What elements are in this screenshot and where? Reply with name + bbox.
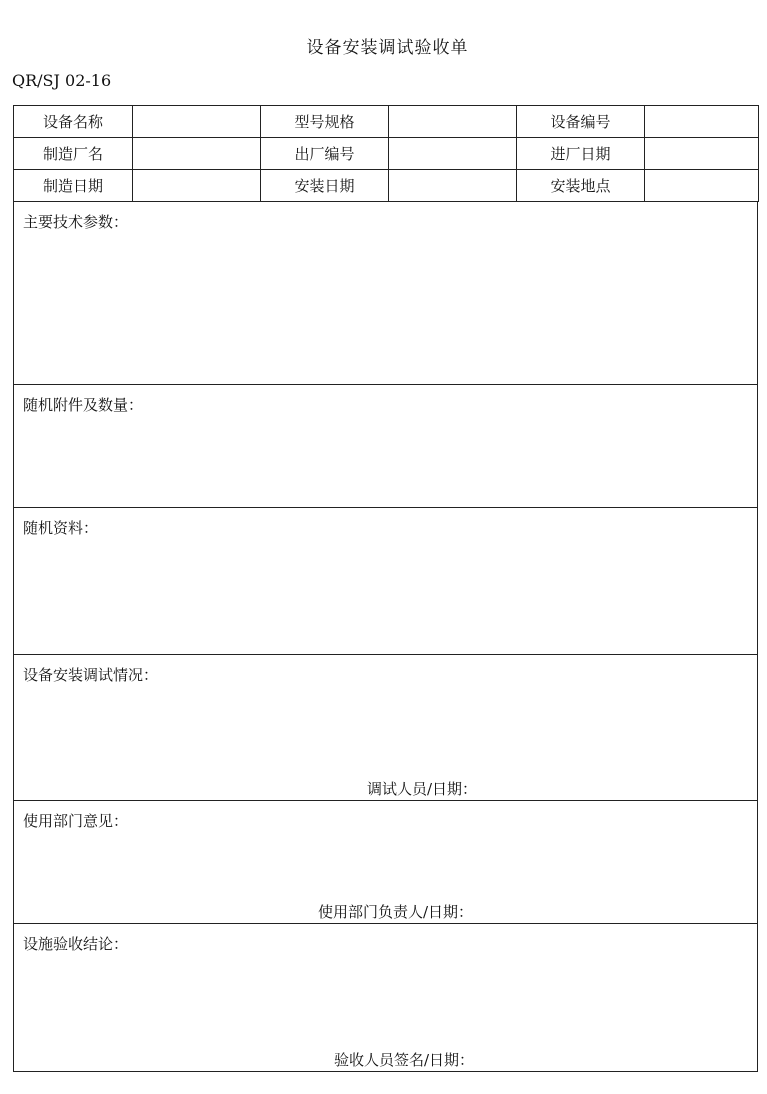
model-spec-field[interactable] (389, 106, 517, 138)
model-spec-label: 型号规格 (261, 106, 389, 138)
manufacturer-label: 制造厂名 (14, 138, 133, 170)
equipment-number-field[interactable] (645, 106, 759, 138)
arrival-date-label: 进厂日期 (517, 138, 645, 170)
equipment-info-table (13, 105, 759, 202)
signature-date-label: 验收人员签名/日期： (334, 1051, 475, 1069)
signature-date-label: 调试人员/日期： (367, 780, 478, 798)
serial-number-field[interactable] (389, 138, 517, 170)
document-code: QR/SJ 02-16 (12, 71, 112, 90)
acceptance-conclusion-section[interactable] (13, 924, 758, 1072)
table-row (14, 138, 759, 170)
section-label: 随机资料： (23, 519, 99, 537)
install-location-field[interactable] (645, 170, 759, 202)
table-row (14, 106, 759, 138)
installation-status-section[interactable] (13, 655, 758, 801)
signature-date-label: 使用部门负责人/日期： (318, 903, 474, 921)
manufacture-date-label: 制造日期 (14, 170, 133, 202)
install-date-label: 安装日期 (261, 170, 389, 202)
equipment-name-field[interactable] (133, 106, 261, 138)
install-date-field[interactable] (389, 170, 517, 202)
section-label: 随机附件及数量： (23, 396, 144, 414)
manufacturer-field[interactable] (133, 138, 261, 170)
section-label: 设施验收结论： (23, 935, 129, 953)
documents-section[interactable] (13, 508, 758, 655)
arrival-date-field[interactable] (645, 138, 759, 170)
serial-number-label: 出厂编号 (261, 138, 389, 170)
form-title: 设备安装调试验收单 (306, 38, 469, 58)
technical-params-section[interactable] (13, 202, 758, 385)
install-location-label: 安装地点 (517, 170, 645, 202)
department-opinion-section[interactable] (13, 801, 758, 924)
section-label: 主要技术参数： (23, 213, 129, 231)
section-label: 设备安装调试情况： (23, 666, 159, 684)
manufacture-date-field[interactable] (133, 170, 261, 202)
equipment-number-label: 设备编号 (517, 106, 645, 138)
equipment-name-label: 设备名称 (14, 106, 133, 138)
table-row (14, 170, 759, 202)
section-label: 使用部门意见： (23, 812, 129, 830)
accessories-section[interactable] (13, 385, 758, 508)
